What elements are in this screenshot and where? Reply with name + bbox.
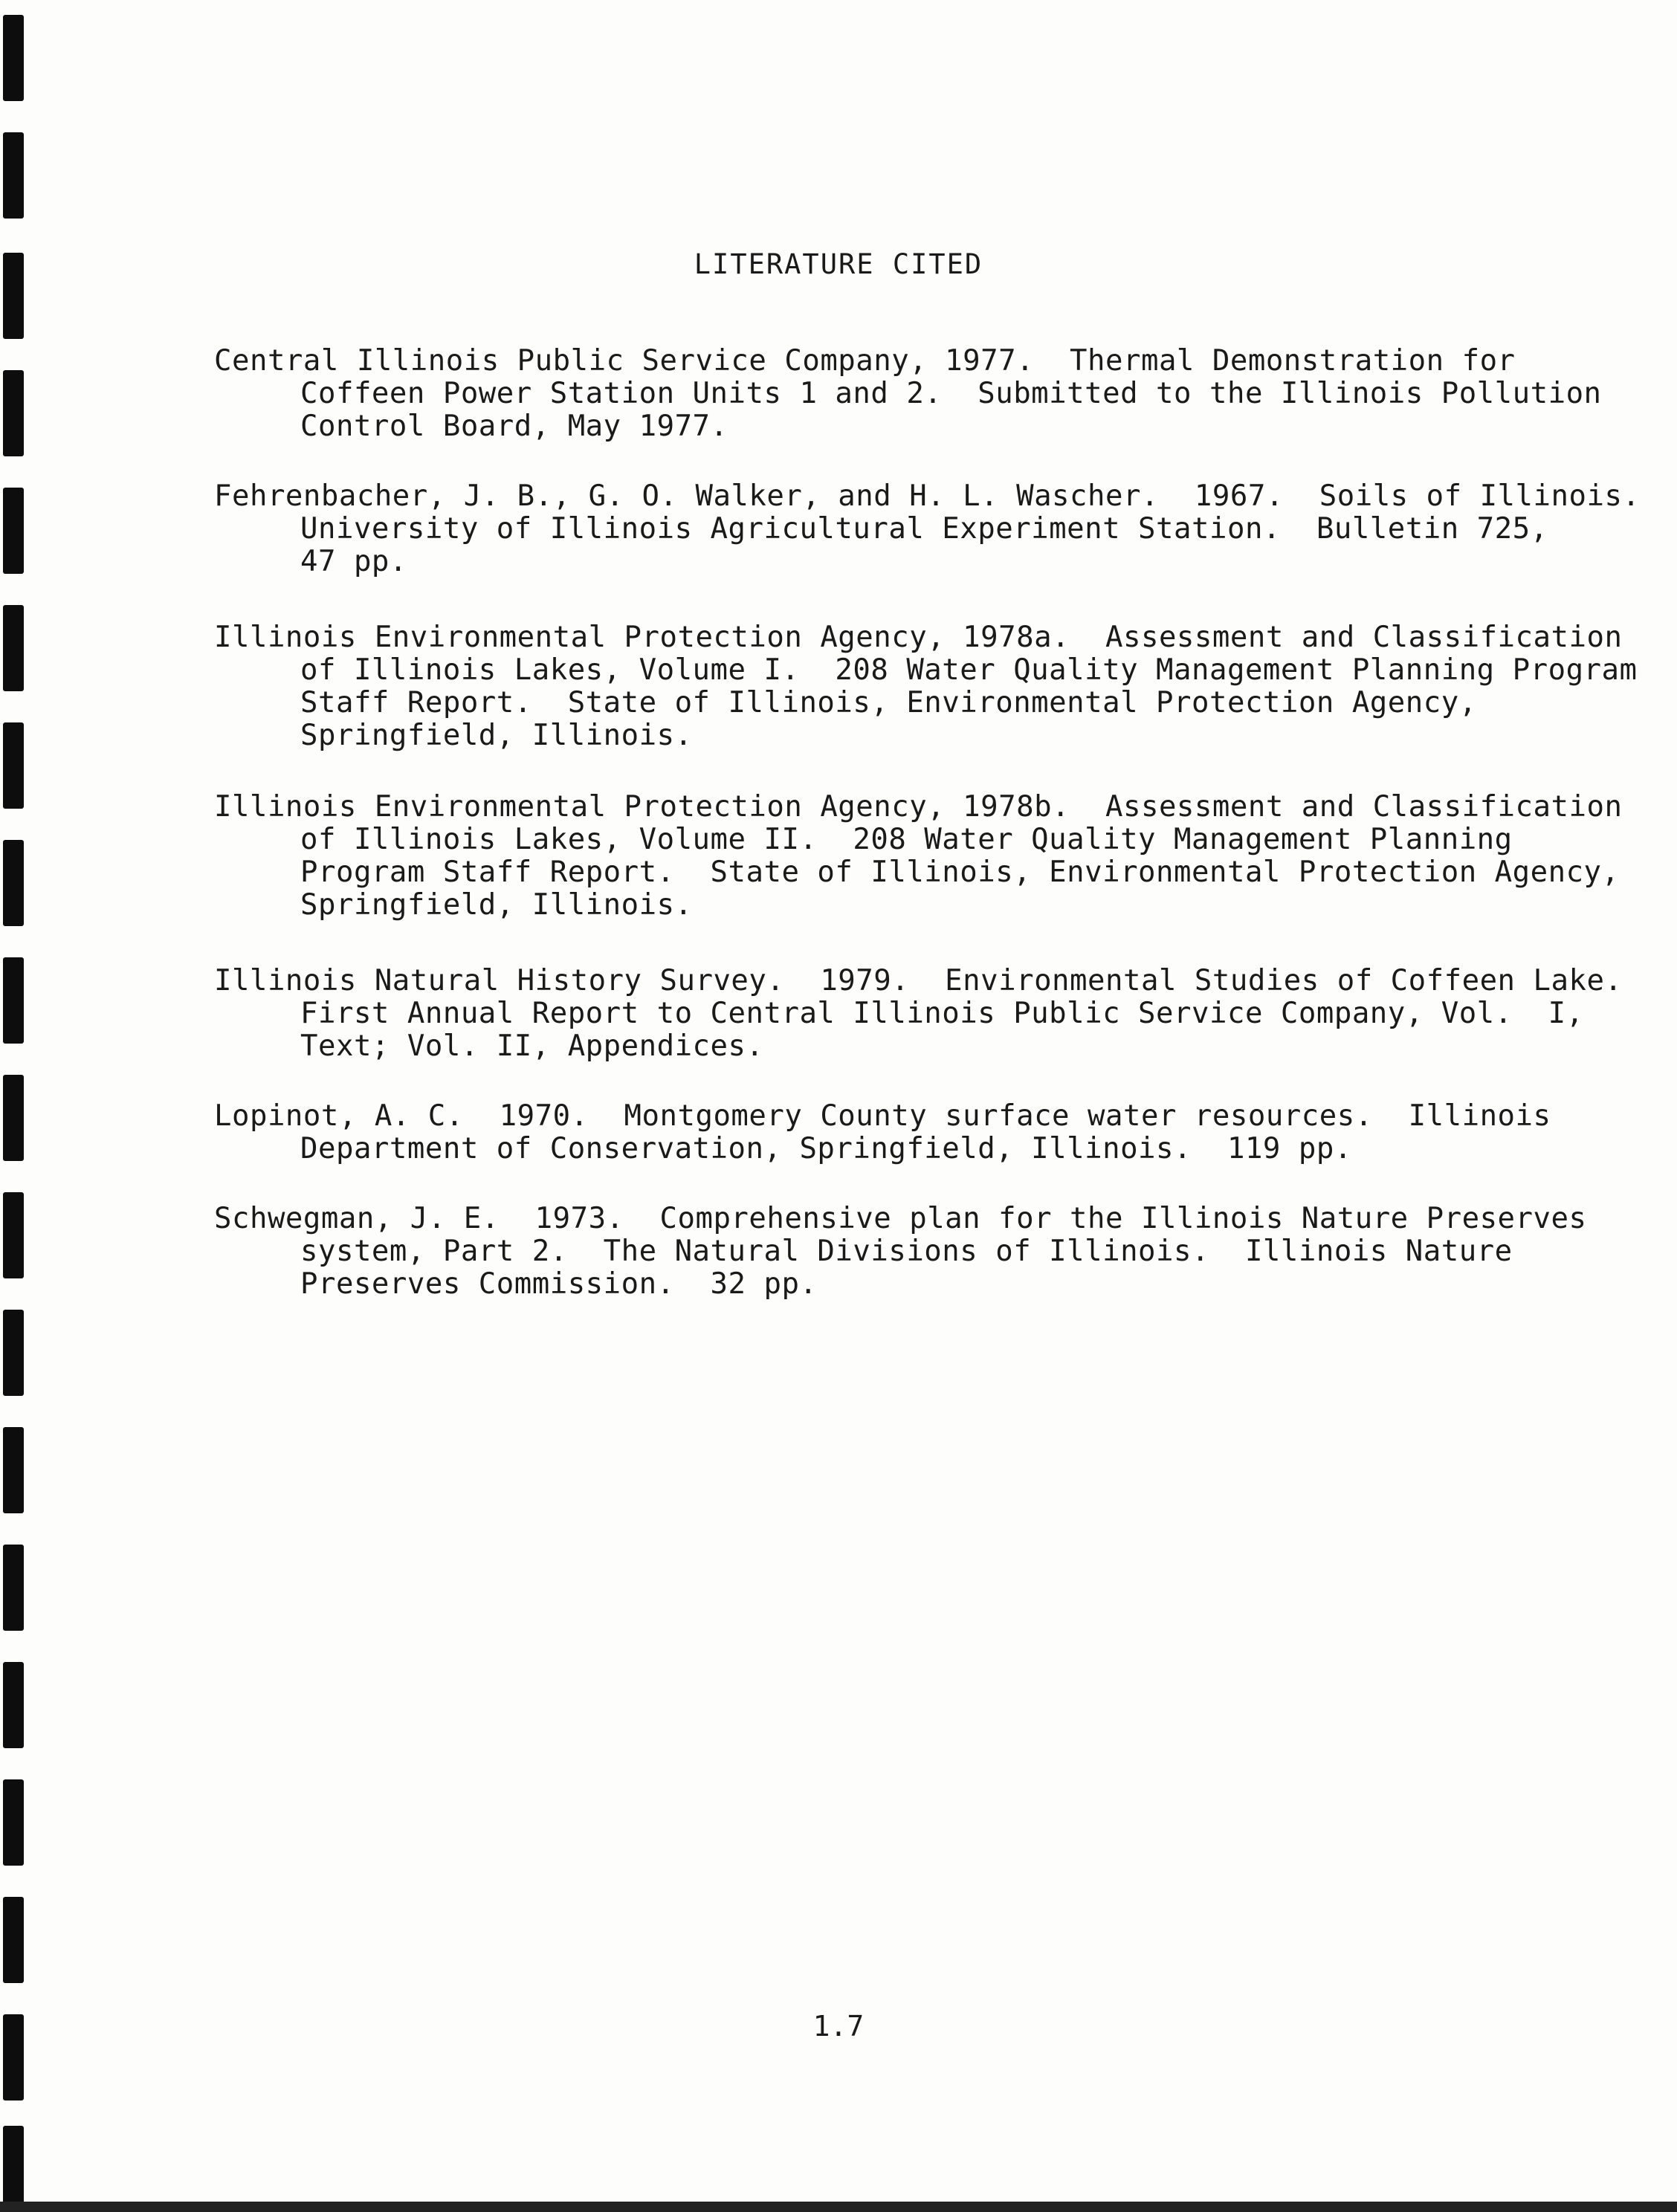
reference-line: Coffeen Power Station Units 1 and 2. Submitted to the Illinois Pollution (300, 377, 1602, 410)
reference-entry (214, 1202, 1587, 1301)
reference-entry (214, 344, 1602, 443)
reference-line: Staff Report. State of Illinois, Environmental Protection Agency, (300, 686, 1477, 719)
reference-line: Preserves Commission. 32 pp. (300, 1267, 818, 1301)
reference-line: Program Staff Report. State of Illinois, Environmental Protection Agency, (300, 856, 1620, 889)
reference-line: Text; Vol. II, Appendices. (300, 1029, 764, 1063)
reference-line: Control Board, May 1977. (300, 410, 728, 443)
reference-line: 47 pp. (300, 545, 407, 578)
page-bottom-edge (0, 2202, 1677, 2212)
reference-entry (214, 621, 1638, 752)
page-number: 1.7 (812, 2010, 865, 2043)
reference-line: Springfield, Illinois. (300, 888, 693, 922)
reference-line: Fehrenbacher, J. B., G. O. Walker, and H. L. Wascher. 1967. Soils of Illinois. (214, 479, 1641, 513)
reference-line: University of Illinois Agricultural Experiment Station. Bulletin 725, (300, 512, 1548, 546)
reference-line: First Annual Report to Central Illinois Public Service Company, Vol. I, (300, 997, 1584, 1030)
page-title: LITERATURE CITED (694, 248, 983, 280)
reference-line: Illinois Natural History Survey. 1979. Environmental Studies of Coffeen Lake. (214, 964, 1623, 997)
reference-line: Illinois Environmental Protection Agency, 1978b. Assessment and Classification (214, 790, 1623, 824)
reference-line: system, Part 2. The Natural Divisions of Illinois. Illinois Nature (300, 1235, 1513, 1268)
reference-entry (214, 1100, 1574, 1165)
reference-line: of Illinois Lakes, Volume II. 208 Water Quality Management Planning (300, 823, 1513, 856)
reference-line: Schwegman, J. E. 1973. Comprehensive plan for the Illinois Nature Preserves (214, 1202, 1587, 1235)
reference-entry (214, 790, 1623, 922)
reference-line: Central Illinois Public Service Company, 1977. Thermal Demonstration for (214, 344, 1516, 378)
reference-entry (214, 964, 1623, 1063)
reference-line: Department of Conservation, Springfield, Illinois. 119 pp. (300, 1132, 1352, 1165)
reference-entry (214, 479, 1641, 578)
reference-line: Illinois Environmental Protection Agency, 1978a. Assessment and Classification (214, 621, 1623, 654)
reference-line: Lopinot, A. C. 1970. Montgomery County surface water resources. Illinois (214, 1099, 1551, 1133)
reference-line: of Illinois Lakes, Volume I. 208 Water Quality Management Planning Program (300, 653, 1638, 687)
reference-line: Springfield, Illinois. (300, 719, 693, 752)
